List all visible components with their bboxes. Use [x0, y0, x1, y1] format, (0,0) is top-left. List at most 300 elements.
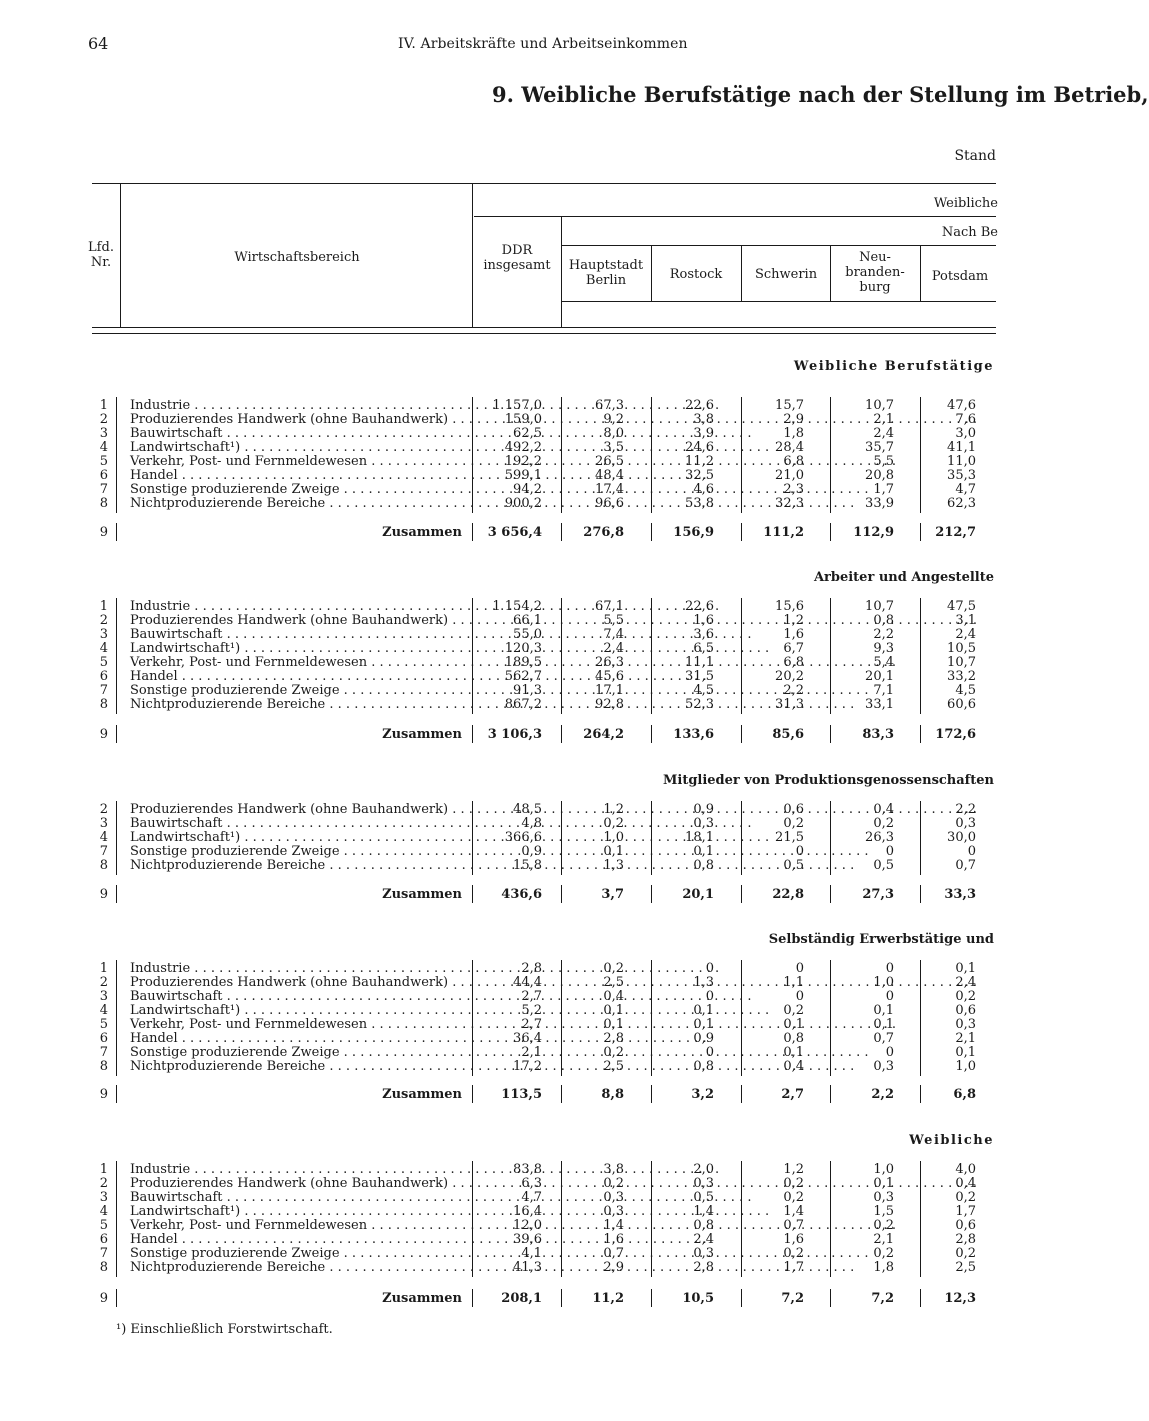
cell-value: 0,7 [955, 858, 976, 873]
row-label: Verkehr, Post- und Fernmeldewesen . . . [130, 1219, 462, 1233]
cell-value: 0,8 [693, 1059, 714, 1074]
cell-value: 3,5 [603, 440, 624, 455]
total-value: 85,6 [772, 727, 804, 742]
row-number: 3 [99, 989, 108, 1004]
total-label: Zusammen [382, 887, 462, 902]
row-label: Nichtproduzierende Bereiche . . . [130, 1261, 462, 1275]
cell-value: 120,3 [504, 641, 542, 656]
cell-value: 5,2 [521, 1003, 542, 1018]
cell-value: 0 [705, 961, 714, 976]
cell-value: 0 [705, 989, 714, 1004]
row-label: Industrie . . . [130, 1163, 462, 1177]
cell-value: 0,7 [873, 1031, 894, 1046]
header-bottom-rule [92, 327, 996, 328]
cell-value: 22,6 [685, 398, 714, 413]
cell-value: 2,2 [783, 683, 804, 698]
total-value: 20,1 [682, 887, 714, 902]
table-row [0, 1060, 1024, 1074]
row-label: Sonstige produzierende Zweige . . . [130, 1046, 462, 1060]
row-label: Nichtproduzierende Bereiche . . . [130, 1060, 462, 1074]
total-label: Zusammen [382, 1087, 462, 1102]
cell-value: 0,6 [783, 802, 804, 817]
table-row [0, 684, 1024, 698]
cell-value: 32,3 [775, 496, 804, 511]
cell-value: 0,1 [955, 961, 976, 976]
cell-value: 3,1 [955, 613, 976, 628]
table-row [0, 1219, 1024, 1233]
row-label: Sonstige produzierende Zweige . . . [130, 1247, 462, 1261]
cell-value: 32,5 [685, 468, 714, 483]
cell-value: 0 [885, 961, 894, 976]
cell-value: 44,4 [513, 975, 542, 990]
row-number: 6 [99, 1031, 108, 1046]
cell-value: 0,9 [521, 844, 542, 859]
cell-value: 4,7 [521, 1190, 542, 1205]
cell-value: 0,1 [783, 1017, 804, 1032]
cell-value: 7,6 [955, 412, 976, 427]
cell-value: 33,9 [865, 496, 894, 511]
cell-value: 0,1 [603, 844, 624, 859]
cell-value: 4,8 [521, 816, 542, 831]
table-row [0, 600, 1024, 614]
group-rule [474, 216, 996, 217]
row-number: 9 [99, 887, 108, 902]
row-label: Industrie . . . [130, 600, 462, 614]
total-value: 3,2 [691, 1087, 714, 1102]
cell-value: 0,2 [603, 1176, 624, 1191]
cell-value: 4,7 [955, 482, 976, 497]
cell-value: 159,0 [504, 412, 542, 427]
cell-value: 0,8 [873, 613, 894, 628]
cell-value: 48,5 [513, 802, 542, 817]
cell-value: 0,5 [693, 1190, 714, 1205]
total-value: 3 106,3 [487, 727, 542, 742]
cell-value: 1,4 [693, 1204, 714, 1219]
total-value: 133,6 [673, 727, 714, 742]
cell-value: 1,6 [603, 1232, 624, 1247]
cell-value: 1,0 [873, 1162, 894, 1177]
total-row [0, 526, 1024, 540]
cell-value: 0,2 [783, 1246, 804, 1261]
cell-value: 0,5 [783, 858, 804, 873]
total-value: 156,9 [673, 525, 714, 540]
cell-value: 2,7 [521, 1017, 542, 1032]
cell-value: 0,2 [955, 1246, 976, 1261]
row-number: 8 [99, 1059, 108, 1074]
total-value: 3,7 [601, 887, 624, 902]
table-row [0, 1018, 1024, 1032]
cell-value: 2,0 [693, 1162, 714, 1177]
total-value: 208,1 [501, 1291, 542, 1306]
total-value: 111,2 [763, 525, 804, 540]
cell-value: 0 [885, 989, 894, 1004]
table-row [0, 1177, 1024, 1191]
cell-value: 1,5 [873, 1204, 894, 1219]
cell-value: 0,1 [603, 1017, 624, 1032]
table-row [0, 1004, 1024, 1018]
cell-value: 1,7 [955, 1204, 976, 1219]
table-row [0, 803, 1024, 817]
cell-value: 4,0 [955, 1162, 976, 1177]
row-label: Produzierendes Handwerk (ohne Bauhandwerk) . . . [130, 614, 462, 628]
header-nb-line1: Neu- [859, 250, 891, 265]
cell-value: 0,4 [955, 1176, 976, 1191]
cell-value: 17,1 [595, 683, 624, 698]
cell-value: 52,3 [685, 697, 714, 712]
cell-value: 62,3 [947, 496, 976, 511]
table-row [0, 614, 1024, 628]
cell-value: 55,0 [513, 627, 542, 642]
cell-value: 0,3 [693, 1176, 714, 1191]
cell-value: 0 [705, 1045, 714, 1060]
running-header: IV. Arbeitskräfte und Arbeitseinkommen [398, 36, 688, 52]
total-label: Zusammen [382, 1291, 462, 1306]
cell-value: 3,8 [693, 412, 714, 427]
total-value: 27,3 [862, 887, 894, 902]
cell-value: 2,1 [955, 1031, 976, 1046]
table-row [0, 1046, 1024, 1060]
cell-value: 96,6 [595, 496, 624, 511]
cell-value: 0,3 [873, 1190, 894, 1205]
header-group-nach-be: Nach Be [941, 225, 998, 240]
cell-value: 562,7 [504, 669, 542, 684]
cell-value: 0 [795, 989, 804, 1004]
cell-value: 10,7 [947, 655, 976, 670]
cell-value: 1,7 [783, 1260, 804, 1275]
cell-value: 2,9 [783, 412, 804, 427]
row-label: Bauwirtschaft . . . [130, 817, 462, 831]
cell-value: 2,2 [873, 627, 894, 642]
header-nr: Nr. [90, 255, 112, 270]
footnote: ¹) Einschließlich Forstwirtschaft. [116, 1322, 333, 1337]
row-number: 4 [99, 830, 108, 845]
section-title: Weibliche [909, 1133, 994, 1148]
cell-value: 1,4 [783, 1204, 804, 1219]
cell-value: 24,6 [685, 440, 714, 455]
section-title: Arbeiter und Angestellte [813, 570, 994, 585]
header-col-rostock: Rostock [669, 267, 723, 282]
cell-value: 67,1 [595, 599, 624, 614]
total-value: 12,3 [944, 1291, 976, 1306]
cell-value: 0,9 [693, 802, 714, 817]
cell-value: 35,3 [947, 468, 976, 483]
row-label: Sonstige produzierende Zweige . . . [130, 845, 462, 859]
row-label: Landwirtschaft¹) . . . [130, 831, 462, 845]
table-row [0, 698, 1024, 712]
table-row [0, 670, 1024, 684]
total-row [0, 888, 1024, 902]
cell-value: 0,2 [873, 1218, 894, 1233]
cell-value: 91,3 [513, 683, 542, 698]
total-value: 6,8 [953, 1087, 976, 1102]
cell-value: 0,2 [603, 961, 624, 976]
row-label: Produzierendes Handwerk (ohne Bauhandwerk) . . . [130, 1177, 462, 1191]
total-value: 2,7 [781, 1087, 804, 1102]
header-group-weibliche: Weibliche [933, 196, 998, 211]
row-label: Handel . . . [130, 469, 462, 483]
cell-value: 33,2 [947, 669, 976, 684]
row-number: 2 [99, 1176, 108, 1191]
cell-value: 0,4 [603, 989, 624, 1004]
row-number: 4 [99, 440, 108, 455]
cell-value: 900,2 [504, 496, 542, 511]
row-number: 5 [99, 1017, 108, 1032]
cell-value: 0,1 [693, 844, 714, 859]
row-number: 7 [99, 482, 108, 497]
header-col-schwerin: Schwerin [754, 267, 818, 282]
cell-value: 2,4 [693, 1232, 714, 1247]
row-number: 3 [99, 816, 108, 831]
cell-value: 0,7 [603, 1246, 624, 1261]
cell-value: 47,6 [947, 398, 976, 413]
cell-value: 0,1 [783, 1045, 804, 1060]
cell-value: 9,3 [873, 641, 894, 656]
total-value: 10,5 [682, 1291, 714, 1306]
cell-value: 28,4 [775, 440, 804, 455]
row-number: 2 [99, 412, 108, 427]
cell-value: 0,8 [693, 1218, 714, 1233]
cell-value: 5,5 [603, 613, 624, 628]
row-number: 4 [99, 1204, 108, 1219]
cell-value: 0,5 [873, 858, 894, 873]
table-row [0, 455, 1024, 469]
cell-value: 1 154,2 [492, 599, 542, 614]
header-top-rule [92, 183, 996, 184]
row-number: 6 [99, 468, 108, 483]
cell-value: 0,2 [783, 816, 804, 831]
table-row [0, 427, 1024, 441]
subgroup-rule [562, 245, 996, 246]
row-label: Verkehr, Post- und Fernmeldewesen . . . [130, 1018, 462, 1032]
table-row [0, 1032, 1024, 1046]
cell-value: 6,3 [521, 1176, 542, 1191]
header-col-neubrandenburg [831, 250, 919, 295]
row-label: Bauwirtschaft . . . [130, 1191, 462, 1205]
cell-value: 0,4 [783, 1059, 804, 1074]
cell-value: 11,0 [947, 454, 976, 469]
cell-value: 2,4 [873, 426, 894, 441]
cell-value: 1,4 [603, 1218, 624, 1233]
cell-value: 21,0 [775, 468, 804, 483]
cell-value: 15,6 [775, 599, 804, 614]
cell-value: 0,1 [873, 1017, 894, 1032]
stand-label: Stand [954, 148, 996, 164]
cell-value: 0 [885, 844, 894, 859]
cell-value: 2,1 [873, 1232, 894, 1247]
cell-value: 0,1 [873, 1003, 894, 1018]
cell-value: 22,6 [685, 599, 714, 614]
cell-value: 2,5 [603, 975, 624, 990]
cell-value: 26,3 [865, 830, 894, 845]
cell-value: 53,8 [685, 496, 714, 511]
cell-value: 10,5 [947, 641, 976, 656]
cell-value: 2,5 [955, 1260, 976, 1275]
cell-value: 1,3 [693, 975, 714, 990]
row-number: 9 [99, 1291, 108, 1306]
total-value: 3 656,4 [487, 525, 542, 540]
table-row [0, 441, 1024, 455]
row-label: Nichtproduzierende Bereiche . . . [130, 859, 462, 873]
row-number: 8 [99, 1260, 108, 1275]
cell-value: 1,2 [783, 1162, 804, 1177]
row-number: 3 [99, 627, 108, 642]
total-value: 22,8 [772, 887, 804, 902]
cell-value: 3,9 [693, 426, 714, 441]
cell-value: 599,1 [504, 468, 542, 483]
row-number: 6 [99, 669, 108, 684]
cell-value: 0,3 [873, 1059, 894, 1074]
table-row [0, 990, 1024, 1004]
table-row [0, 642, 1024, 656]
cell-value: 8,0 [603, 426, 624, 441]
row-label: Produzierendes Handwerk (ohne Bauhandwerk) . . . [130, 413, 462, 427]
cell-value: 31,3 [775, 697, 804, 712]
table-row [0, 1233, 1024, 1247]
header-wirtschaftsbereich: Wirtschaftsbereich [234, 250, 360, 265]
cell-value: 2,7 [521, 989, 542, 1004]
cell-value: 20,2 [775, 669, 804, 684]
total-value: 7,2 [871, 1291, 894, 1306]
table-row [0, 1205, 1024, 1219]
cell-value: 2,1 [521, 1045, 542, 1060]
cell-value: 1,1 [783, 975, 804, 990]
cell-value: 35,7 [865, 440, 894, 455]
cell-value: 18,1 [685, 830, 714, 845]
cell-value: 1 157,0 [492, 398, 542, 413]
row-number: 7 [99, 683, 108, 698]
cell-value: 30,0 [947, 830, 976, 845]
cell-value: 0,6 [955, 1218, 976, 1233]
table-title: 9. Weibliche Berufstätige nach der Stellung im Betrieb, [492, 82, 1149, 107]
section-title: Weibliche Berufstätige [793, 359, 994, 374]
row-label: Bauwirtschaft . . . [130, 990, 462, 1004]
cell-value: 2,1 [873, 412, 894, 427]
row-number: 3 [99, 1190, 108, 1205]
cell-value: 0,8 [693, 858, 714, 873]
total-value: 8,8 [601, 1087, 624, 1102]
total-value: 113,5 [501, 1087, 542, 1102]
table-row [0, 1191, 1024, 1205]
cell-value: 45,6 [595, 669, 624, 684]
cell-value: 33,1 [865, 697, 894, 712]
total-row [0, 1088, 1024, 1102]
header-bottom-rule-2 [92, 333, 996, 334]
header-divider-nr [120, 183, 121, 327]
row-number: 8 [99, 697, 108, 712]
cell-value: 39,6 [513, 1232, 542, 1247]
cell-value: 2,5 [603, 1059, 624, 1074]
cell-value: 0,1 [693, 1017, 714, 1032]
cell-value: 94,2 [513, 482, 542, 497]
cell-value: 31,5 [685, 669, 714, 684]
cell-value: 7,4 [603, 627, 624, 642]
cell-value: 92,8 [595, 697, 624, 712]
total-value: 7,2 [781, 1291, 804, 1306]
table-row [0, 399, 1024, 413]
row-label: Produzierendes Handwerk (ohne Bauhandwerk) . . . [130, 976, 462, 990]
cell-value: 0,3 [955, 1017, 976, 1032]
cell-value: 1,6 [693, 613, 714, 628]
cell-value: 1,6 [783, 627, 804, 642]
cell-value: 17,2 [513, 1059, 542, 1074]
cell-value: 0 [885, 1045, 894, 1060]
cell-value: 2,9 [603, 1260, 624, 1275]
row-label: Sonstige produzierende Zweige . . . [130, 483, 462, 497]
table-row [0, 469, 1024, 483]
cell-value: 1,6 [783, 1232, 804, 1247]
page-number: 64 [88, 34, 109, 53]
row-number: 2 [99, 975, 108, 990]
row-label: Produzierendes Handwerk (ohne Bauhandwerk) . . . [130, 803, 462, 817]
cell-value: 10,7 [865, 398, 894, 413]
cell-value: 0,2 [955, 1190, 976, 1205]
row-label: Handel . . . [130, 670, 462, 684]
header-col-berlin [562, 258, 650, 288]
total-label: Zusammen [382, 525, 462, 540]
total-row [0, 1292, 1024, 1306]
cell-value: 5,4 [873, 655, 894, 670]
cell-value: 2,3 [783, 482, 804, 497]
cell-value: 26,3 [595, 655, 624, 670]
cell-value: 3,0 [955, 426, 976, 441]
cell-value: 2,4 [603, 641, 624, 656]
cell-value: 60,6 [947, 697, 976, 712]
row-number: 4 [99, 641, 108, 656]
section-title: Mitglieder von Produktionsgenossenschaften [662, 773, 994, 788]
cell-value: 66,1 [513, 613, 542, 628]
cell-value: 6,7 [783, 641, 804, 656]
header-divider-bereich [472, 183, 473, 327]
header-col-potsdam: Potsdam [931, 269, 989, 284]
row-label: Landwirtschaft¹) . . . [130, 1205, 462, 1219]
cell-value: 492,2 [504, 440, 542, 455]
cell-value: 67,3 [595, 398, 624, 413]
row-label: Landwirtschaft¹) . . . [130, 1004, 462, 1018]
total-label: Zusammen [382, 727, 462, 742]
cell-value: 0,2 [603, 816, 624, 831]
table-row [0, 1261, 1024, 1275]
header-lfd: Lfd. [88, 240, 114, 255]
table-row [0, 1247, 1024, 1261]
cell-value: 16,4 [513, 1204, 542, 1219]
cell-value: 2,8 [521, 961, 542, 976]
header-divider-neubrandenburg [920, 245, 921, 301]
cell-value: 1,2 [603, 802, 624, 817]
cell-value: 0,2 [873, 816, 894, 831]
cell-value: 17,4 [595, 482, 624, 497]
row-number: 7 [99, 1246, 108, 1261]
table-row [0, 962, 1024, 976]
row-number: 5 [99, 655, 108, 670]
cell-value: 6,8 [783, 655, 804, 670]
section-title: Selbständig Erwerbstätige und [768, 932, 994, 947]
cell-value: 2,8 [955, 1232, 976, 1247]
total-value: 2,2 [871, 1087, 894, 1102]
cell-value: 83,8 [513, 1162, 542, 1177]
cell-value: 11,1 [685, 655, 714, 670]
cell-value: 0,7 [783, 1218, 804, 1233]
cell-value: 0,2 [955, 989, 976, 1004]
cell-value: 0,2 [783, 1190, 804, 1205]
cell-value: 0,4 [873, 802, 894, 817]
cell-value: 3,6 [693, 627, 714, 642]
header-ddr [474, 243, 560, 273]
cell-value: 0 [967, 844, 976, 859]
cell-value: 0,3 [955, 816, 976, 831]
cell-value: 0,1 [955, 1045, 976, 1060]
cell-value: 0,9 [693, 1031, 714, 1046]
row-number: 4 [99, 1003, 108, 1018]
